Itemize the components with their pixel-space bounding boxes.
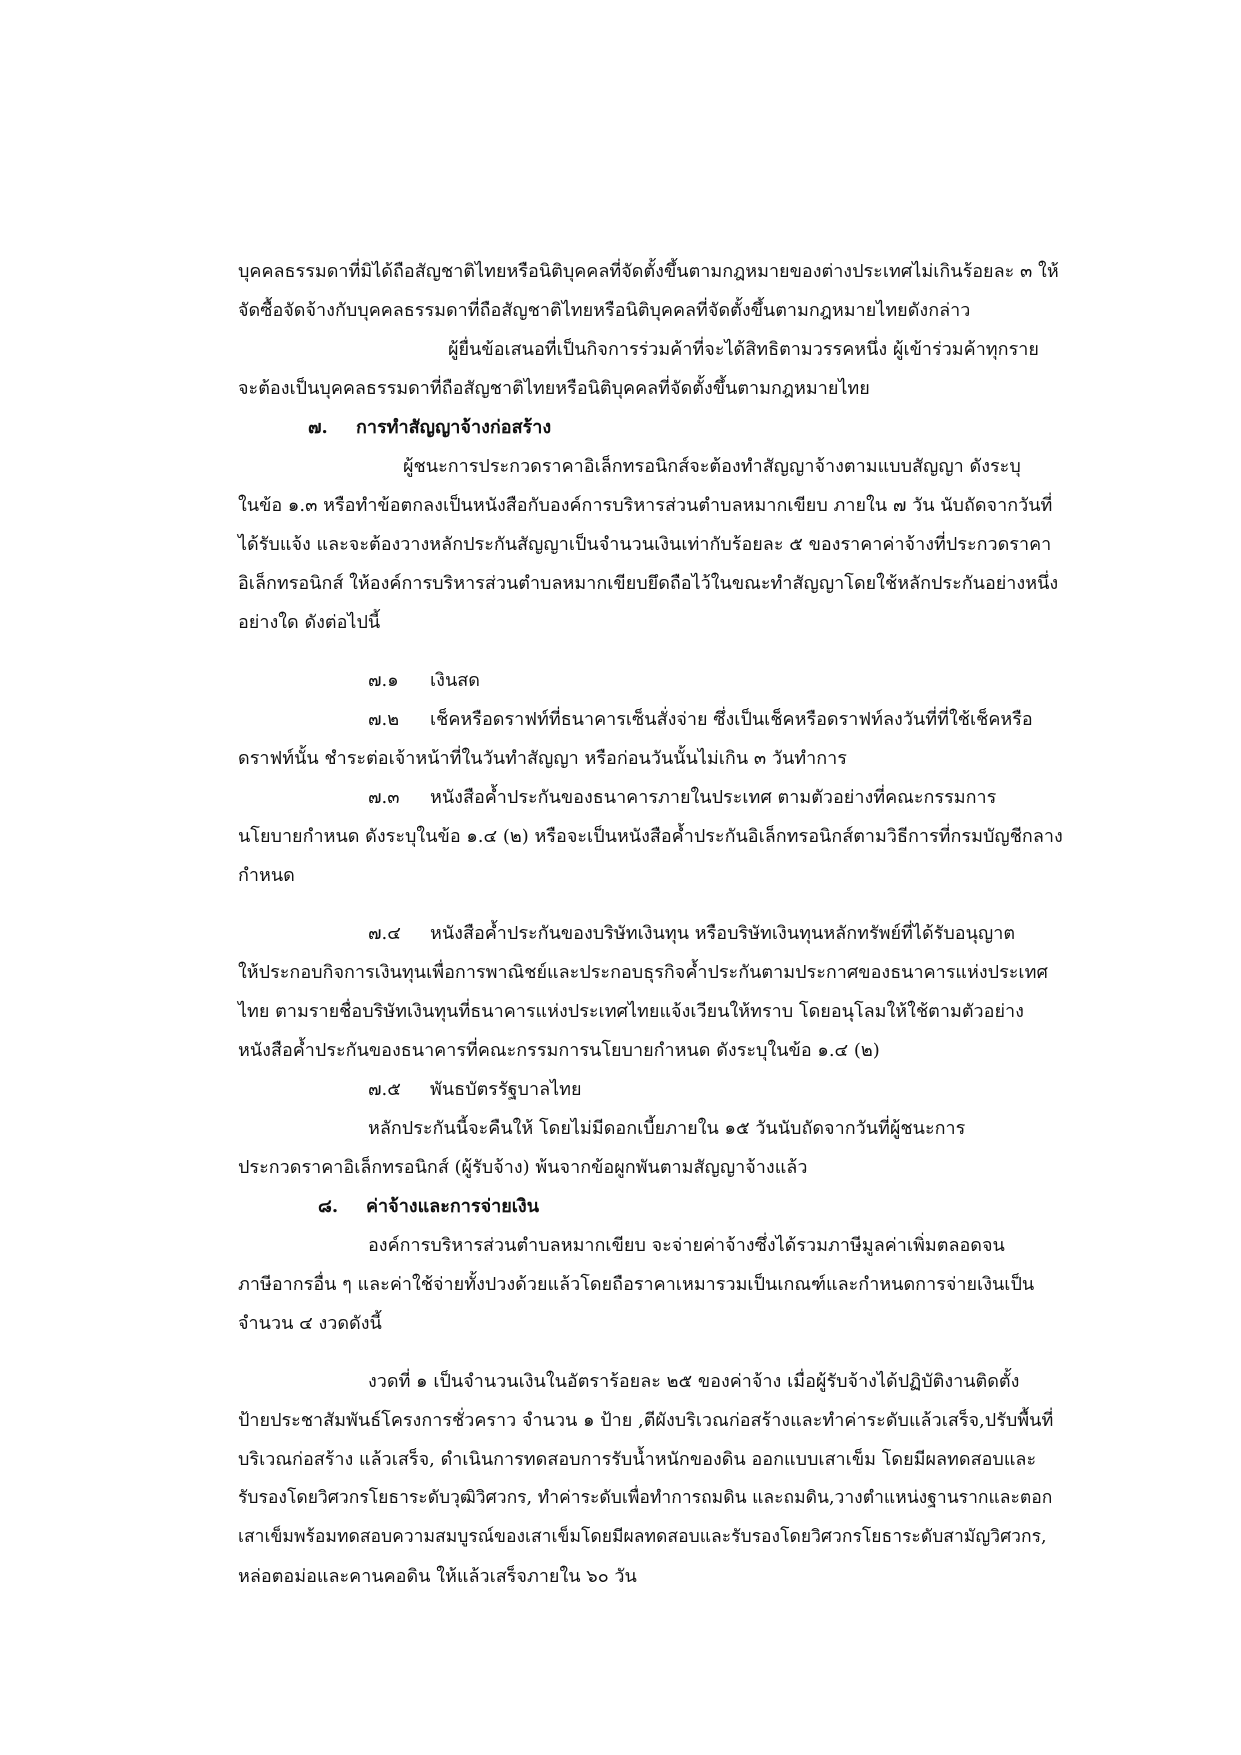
body-line: ดราฟท์นั้น ชำระต่อเจ้าหน้าที่ในวันทำสัญญา หรือก่อนวันนั้นไม่เกิน ๓ วันทำการ (238, 748, 847, 769)
body-line: ได้รับแจ้ง และจะต้องวางหลักประกันสัญญาเป็นจำนวนเงินเท่ากับร้อยละ ๕ ของราคาค่าจ้างที่ประกวดราคา (238, 534, 1052, 555)
body-text: งวดที่ ๑ เป็นจำนวนเงินในอัตราร้อยละ ๒๕ ของค่าจ้าง เมื่อผู้รับจ้างได้ปฏิบัติงานติดตั้ง (368, 1371, 1020, 1392)
item-text: เช็คหรือดราฟท์ที่ธนาคารเซ็นสั่งจ่าย ซึ่งเป็นเช็คหรือดราฟท์ลงวันที่ที่ใช้เช็คหรือ (430, 709, 1033, 730)
body-line: รับรองโดยวิศวกรโยธาระดับวุฒิวิศวกร, ทำค่าระดับเพื่อทำการถมดิน และถมดิน,วางตำแหน่งฐานรากและตอก (238, 1488, 1053, 1508)
section-7-title: การทำสัญญาจ้างก่อสร้าง (356, 417, 552, 438)
item-text: พันธบัตรรัฐบาลไทย (430, 1079, 582, 1100)
body-line: บริเวณก่อสร้าง แล้วเสร็จ, ดำเนินการทดสอบการรับน้ำหนักของดิน ออกแบบเสาเข็ม โดยมีผลทดสอบและ (238, 1449, 1037, 1470)
section-7-heading (238, 408, 1068, 447)
body-text: หลักประกันนี้จะคืนให้ โดยไม่มีดอกเบี้ยภายใน ๑๕ วันนับถัดจากวันที่ผู้ชนะการ (368, 1118, 966, 1139)
spacer (238, 642, 1068, 661)
section-8-heading (238, 1187, 1068, 1226)
body-line: ในข้อ ๑.๓ หรือทำข้อตกลงเป็นหนังสือกับองค์การบริหารส่วนตำบลหมากเขียบ ภายใน ๗ วัน นับถัดจากวันที่ (238, 495, 1053, 516)
body-line: จัดซื้อจัดจ้างกับบุคคลธรรมดาที่ถือสัญชาติไทยหรือนิติบุคคลที่จัดตั้งขึ้นตามกฎหมายไทยดังกล่าว (238, 300, 971, 321)
body-line: จะต้องเป็นบุคคลธรรมดาที่ถือสัญชาติไทยหรือนิติบุคคลที่จัดตั้งขึ้นตามกฎหมายไทย (238, 378, 870, 399)
item-7-1 (238, 661, 1068, 700)
body-line: ประกวดราคาอิเล็กทรอนิกส์ (ผู้รับจ้าง) พ้นจากข้อผูกพันตามสัญญาจ้างแล้ว (238, 1157, 808, 1178)
body-line: จำนวน ๔ งวดดังนี้ (238, 1313, 382, 1334)
body-text: ผู้ชนะการประกวดราคาอิเล็กทรอนิกส์จะต้องทำสัญญาจ้างตามแบบสัญญา ดังระบุ (403, 456, 1021, 477)
spacer (238, 895, 1068, 914)
spacer (238, 1343, 1068, 1362)
item-number: ๗.๓ (368, 787, 400, 808)
section-8-title: ค่าจ้างและการจ่ายเงิน (366, 1196, 540, 1217)
body-line (238, 1226, 1068, 1265)
item-7-5 (238, 1070, 1068, 1109)
body-line: อย่างใด ดังต่อไปนี้ (238, 612, 381, 633)
body-line: ภาษีอากรอื่น ๆ และค่าใช้จ่ายทั้งปวงด้วยแล้วโดยถือราคาเหมารวมเป็นเกณฑ์และกำหนดการจ่ายเงินเป็น (238, 1274, 1035, 1295)
body-line (238, 1109, 1068, 1148)
item-7-3 (238, 778, 1068, 817)
body-line: นโยบายกำหนด ดังระบุในข้อ ๑.๔ (๒) หรือจะเป็นหนังสือค้ำประกันอิเล็กทรอนิกส์ตามวิธีการที่กรมบัญชีกลาง (238, 826, 1063, 847)
body-line (238, 1362, 1068, 1401)
body-line: หนังสือค้ำประกันของธนาคารที่คณะกรรมการนโยบายกำหนด ดังระบุในข้อ ๑.๔ (๒) (238, 1040, 880, 1061)
body-line: ไทย ตามรายชื่อบริษัทเงินทุนที่ธนาคารแห่งประเทศไทยแจ้งเวียนให้ทราบ โดยอนุโลมให้ใช้ตามตัวอย่าง (238, 1001, 1024, 1022)
body-line: ป้ายประชาสัมพันธ์โครงการชั่วคราว จำนวน ๑ ป้าย ,ตีผังบริเวณก่อสร้างและทำค่าระดับแล้วเสร็จ,ปรับพื้นที่ (238, 1410, 1054, 1431)
body-text: องค์การบริหารส่วนตำบลหมากเขียบ จะจ่ายค่าจ้างซึ่งได้รวมภาษีมูลค่าเพิ่มตลอดจน (368, 1235, 1005, 1256)
document-body (238, 252, 1068, 1596)
body-line: บุคคลธรรมดาที่มิได้ถือสัญชาติไทยหรือนิติบุคคลที่จัดตั้งขึ้นตามกฎหมายของต่างประเทศไม่เกินร้อยละ ๓ ให้ (238, 261, 1059, 282)
section-7-number: ๗. (308, 417, 328, 438)
item-7-4 (238, 914, 1068, 953)
section-8-number: ๘. (318, 1196, 339, 1217)
item-number: ๗.๑ (368, 670, 399, 691)
item-number: ๗.๔ (368, 923, 401, 944)
body-text: ผู้ยื่นข้อเสนอที่เป็นกิจการร่วมค้าที่จะได้สิทธิตามวรรคหนึ่ง ผู้เข้าร่วมค้าทุกราย (448, 339, 1039, 360)
body-line: อิเล็กทรอนิกส์ ให้องค์การบริหารส่วนตำบลหมากเขียบยึดถือไว้ในขณะทำสัญญาโดยใช้หลักประกันอย่างหนึ่ง (238, 573, 1059, 594)
body-line: ให้ประกอบกิจการเงินทุนเพื่อการพาณิชย์และประกอบธุรกิจค้ำประกันตามประกาศของธนาคารแห่งประเทศ (238, 962, 1048, 983)
body-line (238, 447, 1068, 486)
item-number: ๗.๕ (368, 1079, 401, 1100)
body-line: กำหนด (238, 865, 295, 886)
item-7-2 (238, 700, 1068, 739)
item-text: เงินสด (430, 670, 480, 691)
body-line (238, 330, 1068, 369)
body-line: เสาเข็มพร้อมทดสอบความสมบูรณ์ของเสาเข็มโดยมีผลทดสอบและรับรองโดยวิศวกรโยธาระดับสามัญวิศวกร, (238, 1527, 1047, 1547)
item-number: ๗.๒ (368, 709, 400, 730)
item-text: หนังสือค้ำประกันของบริษัทเงินทุน หรือบริษัทเงินทุนหลักทรัพย์ที่ได้รับอนุญาต (430, 923, 1016, 944)
item-text: หนังสือค้ำประกันของธนาคารภายในประเทศ ตามตัวอย่างที่คณะกรรมการ (430, 787, 997, 808)
body-line: หล่อตอม่อและคานคอดิน ให้แล้วเสร็จภายใน ๖๐ วัน (238, 1566, 637, 1587)
